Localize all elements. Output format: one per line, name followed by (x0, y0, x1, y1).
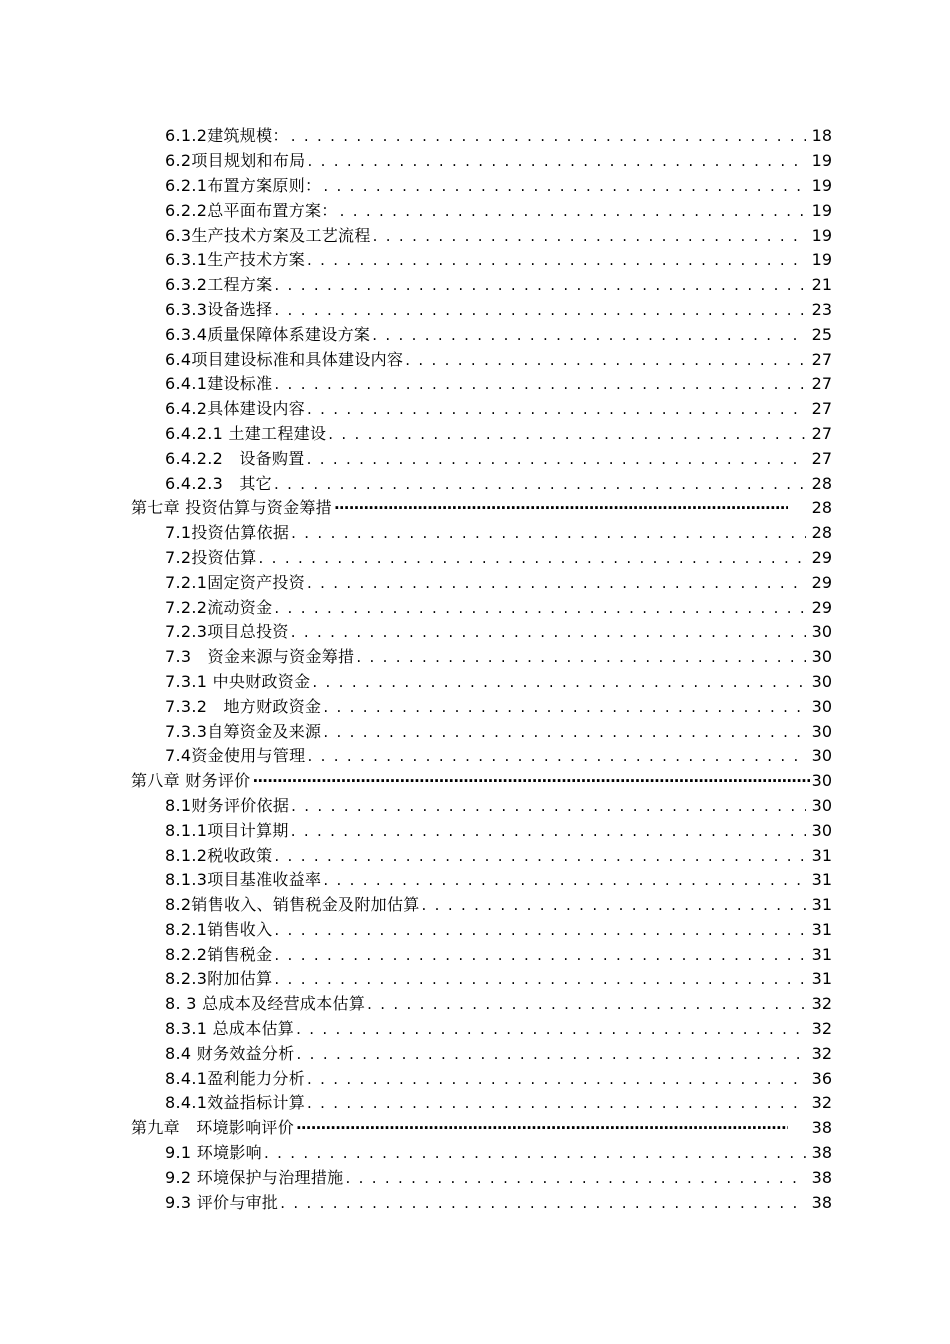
toc-entry[interactable] (0, 1165, 950, 1190)
toc-entry-title: 7.2.3项目总投资 (165, 622, 289, 642)
toc-entry-page: 27 (811, 349, 832, 369)
dot-leader (328, 424, 806, 444)
toc-entry-page: 19 (811, 151, 832, 171)
toc-entry-page: 36 (811, 1068, 832, 1088)
toc-entry-title: 7.3.3自筹资金及来源 (165, 721, 322, 741)
toc-entry-title: 6.3.1生产技术方案 (165, 250, 306, 270)
toc-entry-page: 29 (811, 597, 832, 617)
dot-leader (274, 846, 806, 866)
dot-leader (307, 151, 806, 171)
dot-leader (274, 920, 806, 940)
toc-entry[interactable] (0, 719, 950, 744)
dot-leader (323, 722, 806, 742)
toc-entry-page: 30 (811, 647, 832, 667)
dot-leader (274, 945, 806, 965)
dot-leader (323, 870, 806, 890)
toc-entry-page: 21 (811, 275, 832, 295)
toc-entry-title: 8.1财务评价依据 (165, 795, 290, 815)
toc-entry-title: 7.4资金使用与管理 (165, 746, 306, 766)
toc-entry-title: 6.4.2.3 其它 (165, 473, 272, 493)
toc-entry-title: 6.4.1建设标准 (165, 374, 273, 394)
dot-leader (307, 1069, 806, 1089)
toc-entry-title: 7.2.1固定资产投资 (165, 572, 306, 592)
toc-entry-page: 30 (811, 820, 832, 840)
toc-entry[interactable] (0, 1066, 950, 1091)
dot-leader (372, 325, 806, 345)
dot-leader (274, 474, 806, 494)
toc-entry-page: 25 (811, 324, 832, 344)
toc-entry-page: 31 (811, 919, 832, 939)
dot-leader (307, 746, 806, 766)
toc-entry[interactable] (0, 1041, 950, 1066)
toc-entry-title: 7.3.1 中央财政资金 (165, 671, 311, 691)
toc-entry-page: 29 (811, 572, 832, 592)
toc-chapter-entry[interactable] (0, 1116, 950, 1141)
toc-entry-title: 9.3 评价与审批 (165, 1192, 279, 1212)
toc-entry-title: 8.2.3附加估算 (165, 969, 273, 989)
toc-chapter-entry[interactable] (0, 769, 950, 794)
toc-entry-page: 19 (811, 175, 832, 195)
dot-leader (323, 697, 806, 717)
toc-entry-page: 32 (811, 1019, 832, 1039)
toc-entry[interactable] (0, 198, 950, 223)
toc-entry-title: 6.2.2总平面布置方案： (165, 200, 338, 220)
dot-leader (373, 226, 806, 246)
toc-entry-title: 8.4.1效益指标计算 (165, 1093, 306, 1113)
toc-entry[interactable] (0, 223, 950, 248)
toc-entry-title: 8.4 财务效益分析 (165, 1043, 295, 1063)
toc-entry-title: 6.3.3设备选择 (165, 299, 273, 319)
toc-entry[interactable] (0, 868, 950, 893)
toc-entry-page: 18 (811, 126, 832, 146)
toc-entry-page: 31 (811, 870, 832, 890)
toc-entry[interactable] (0, 570, 950, 595)
dot-leader (334, 498, 788, 518)
toc-entry[interactable] (0, 174, 950, 199)
toc-entry[interactable] (0, 298, 950, 323)
toc-entry-page: 30 (811, 746, 832, 766)
dot-leader (259, 548, 806, 568)
toc-entry-page: 32 (811, 1093, 832, 1113)
toc-entry-page: 19 (811, 200, 832, 220)
toc-entry[interactable] (0, 694, 950, 719)
toc-entry[interactable] (0, 124, 950, 149)
toc-entry[interactable] (0, 843, 950, 868)
dot-leader (323, 176, 806, 196)
toc-entry-title: 6.4.2.2 设备购置 (165, 448, 305, 468)
toc-entry[interactable] (0, 620, 950, 645)
toc-entry-title: 8.2.2销售税金 (165, 944, 273, 964)
toc-entry-page: 19 (811, 225, 832, 245)
dot-leader (253, 771, 811, 791)
toc-entry-title: 8.1.2税收政策 (165, 845, 273, 865)
toc-entry[interactable] (0, 918, 950, 943)
toc-chapter-page: 30 (811, 771, 832, 791)
toc-entry[interactable] (0, 1141, 950, 1166)
dot-leader (296, 1019, 806, 1039)
toc-entry-page: 30 (811, 795, 832, 815)
toc-entry-page: 38 (811, 1143, 832, 1163)
dot-leader (274, 598, 806, 618)
toc-entry-title: 8.4.1盈利能力分析 (165, 1068, 306, 1088)
toc-chapter-title: 第八章 财务评价 (131, 771, 251, 791)
toc-entry-page: 32 (811, 994, 832, 1014)
toc-entry[interactable] (0, 1190, 950, 1215)
toc-entry[interactable] (0, 794, 950, 819)
toc-chapter-page: 28 (811, 498, 832, 518)
toc-entry[interactable] (0, 149, 950, 174)
toc-entry[interactable] (0, 1091, 950, 1116)
dot-leader (340, 201, 806, 221)
toc-entry-page: 30 (811, 721, 832, 741)
toc-entry[interactable] (0, 372, 950, 397)
dot-leader (274, 275, 806, 295)
toc-entry[interactable] (0, 992, 950, 1017)
dot-leader (307, 1093, 806, 1113)
toc-entry-title: 6.3.2工程方案 (165, 275, 273, 295)
toc-entry-title: 7.1投资估算依据 (165, 523, 290, 543)
toc-entry-title: 7.3 资金来源与资金筹措 (165, 647, 355, 667)
toc-entry-title: 6.4.2.1 土建工程建设 (165, 423, 327, 443)
toc-entry[interactable] (0, 248, 950, 273)
toc-entry-page: 30 (811, 696, 832, 716)
toc-entry[interactable] (0, 942, 950, 967)
toc-entry[interactable] (0, 397, 950, 422)
toc-entry-title: 8.3.1 总成本估算 (165, 1019, 295, 1039)
dot-leader (345, 1168, 806, 1188)
toc-entry-page: 23 (811, 299, 832, 319)
toc-entry-page: 27 (811, 374, 832, 394)
dot-leader (296, 1118, 788, 1138)
toc-entry-title: 6.4项目建设标准和具体建设内容 (165, 349, 404, 369)
toc-chapter-title: 第九章 环境影响评价 (131, 1118, 295, 1138)
toc-entry-page: 31 (811, 969, 832, 989)
toc-entry-title: 9.1 环境影响 (165, 1143, 262, 1163)
toc-entry[interactable] (0, 893, 950, 918)
toc-entry-page: 31 (811, 845, 832, 865)
toc-chapter-page: 38 (811, 1118, 832, 1138)
toc-entry-title: 6.3.4质量保障体系建设方案 (165, 324, 371, 344)
toc-entry-page: 28 (811, 473, 832, 493)
toc-chapter-entry[interactable] (0, 496, 950, 521)
toc-entry-title: 7.2投资估算 (165, 547, 257, 567)
dot-leader (291, 523, 806, 543)
toc-entry-page: 28 (811, 523, 832, 543)
toc-entry-page: 27 (811, 399, 832, 419)
toc-entry-title: 6.3生产技术方案及工艺流程 (165, 225, 371, 245)
dot-leader (291, 796, 806, 816)
dot-leader (280, 1193, 806, 1213)
dot-leader (291, 126, 806, 146)
dot-leader (405, 350, 806, 370)
toc-entry[interactable] (0, 546, 950, 571)
toc-entry[interactable] (0, 521, 950, 546)
toc-entry[interactable] (0, 273, 950, 298)
toc-entry[interactable] (0, 446, 950, 471)
toc-entry-title: 6.1.2建筑规模： (165, 126, 289, 146)
toc-entry-title: 7.3.2 地方财政资金 (165, 696, 322, 716)
dot-leader (291, 821, 806, 841)
toc-entry-title: 6.2项目规划和布局 (165, 151, 306, 171)
dot-leader (291, 622, 806, 642)
dot-leader (297, 1044, 806, 1064)
toc-entry[interactable] (0, 818, 950, 843)
dot-leader (356, 647, 806, 667)
dot-leader (274, 374, 806, 394)
dot-leader (367, 994, 806, 1014)
dot-leader (307, 250, 806, 270)
toc-entry-page: 31 (811, 944, 832, 964)
toc-entry[interactable] (0, 322, 950, 347)
table-of-contents (0, 124, 950, 1215)
toc-entry[interactable] (0, 422, 950, 447)
toc-entry-title: 7.2.2流动资金 (165, 597, 273, 617)
toc-entry-page: 32 (811, 1043, 832, 1063)
dot-leader (422, 895, 806, 915)
toc-entry[interactable] (0, 744, 950, 769)
toc-entry-title: 9.2 环境保护与治理措施 (165, 1167, 344, 1187)
toc-entry-title: 8. 3 总成本及经营成本估算 (165, 994, 366, 1014)
toc-entry-title: 8.1.3项目基准收益率 (165, 870, 322, 890)
dot-leader (264, 1143, 806, 1163)
toc-entry-page: 27 (811, 448, 832, 468)
toc-entry-page: 27 (811, 423, 832, 443)
toc-entry-title: 6.2.1布置方案原则： (165, 175, 322, 195)
toc-entry[interactable] (0, 595, 950, 620)
toc-entry-title: 6.4.2具体建设内容 (165, 399, 306, 419)
toc-entry-page: 30 (811, 671, 832, 691)
dot-leader (274, 969, 806, 989)
toc-entry[interactable] (0, 670, 950, 695)
dot-leader (307, 449, 806, 469)
dot-leader (274, 300, 806, 320)
toc-entry-page: 30 (811, 622, 832, 642)
dot-leader (312, 672, 806, 692)
toc-entry-page: 31 (811, 895, 832, 915)
toc-entry[interactable] (0, 1017, 950, 1042)
toc-entry-page: 19 (811, 250, 832, 270)
toc-entry[interactable] (0, 347, 950, 372)
toc-entry-page: 38 (811, 1167, 832, 1187)
toc-entry-title: 8.2.1销售收入 (165, 919, 273, 939)
toc-entry[interactable] (0, 967, 950, 992)
toc-chapter-title: 第七章 投资估算与资金筹措 (131, 498, 332, 518)
toc-entry-title: 8.2销售收入、销售税金及附加估算 (165, 895, 420, 915)
toc-entry[interactable] (0, 645, 950, 670)
toc-entry-page: 29 (811, 547, 832, 567)
toc-entry[interactable] (0, 471, 950, 496)
dot-leader (307, 573, 806, 593)
dot-leader (307, 399, 806, 419)
toc-entry-title: 8.1.1项目计算期 (165, 820, 289, 840)
toc-entry-page: 38 (811, 1192, 832, 1212)
